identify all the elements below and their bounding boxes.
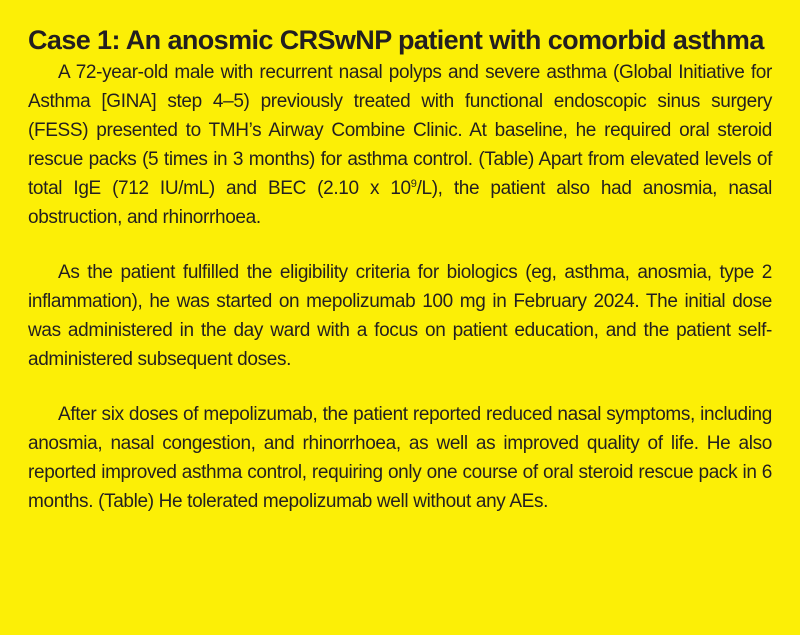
paragraph-baseline [28, 58, 772, 232]
paragraph-outcome: After six doses of mepolizumab, the patient reported reduced nasal symptoms, including anosmia, nasal congestion, and rhinorrhoea, as well as improved quality of life. He also reported improved asthma control, requiring only one course of oral steroid rescue pack in 6 months. (Table) He tolerated mepolizumab well without any AEs. [28, 404, 772, 512]
paragraph-baseline-text-end: /L), the patient also had anosmia, nasal obstruction, and rhinorrhoea. [28, 178, 772, 228]
paragraph-baseline-text: A 72-year-old male with recurrent nasal polyps and severe asthma (Global Initiative for Asthma [GINA] step 4–5) previously treated with functional endoscopic sinus surgery (FESS) presented to TMH’s Airway Combine Clinic. At baseline, he required oral steroid rescue packs (5 times in 3 months) for asthma control. (Table) Apart from elevated levels of total IgE (712 IU/mL) and BEC (2.10 x 10 [28, 62, 772, 199]
case-title: Case 1: An anosmic CRSwNP patient with comorbid asthma [28, 25, 764, 55]
exponent-superscript: 9 [410, 178, 417, 190]
paragraph-treatment: As the patient fulfilled the eligibility criteria for biologics (eg, asthma, anosmia, type 2 inflammation), he was started on mepolizumab 100 mg in February 2024. The initial dose was administered in the day ward with a focus on patient education, and the patient self-administered subsequent doses. [28, 262, 772, 370]
